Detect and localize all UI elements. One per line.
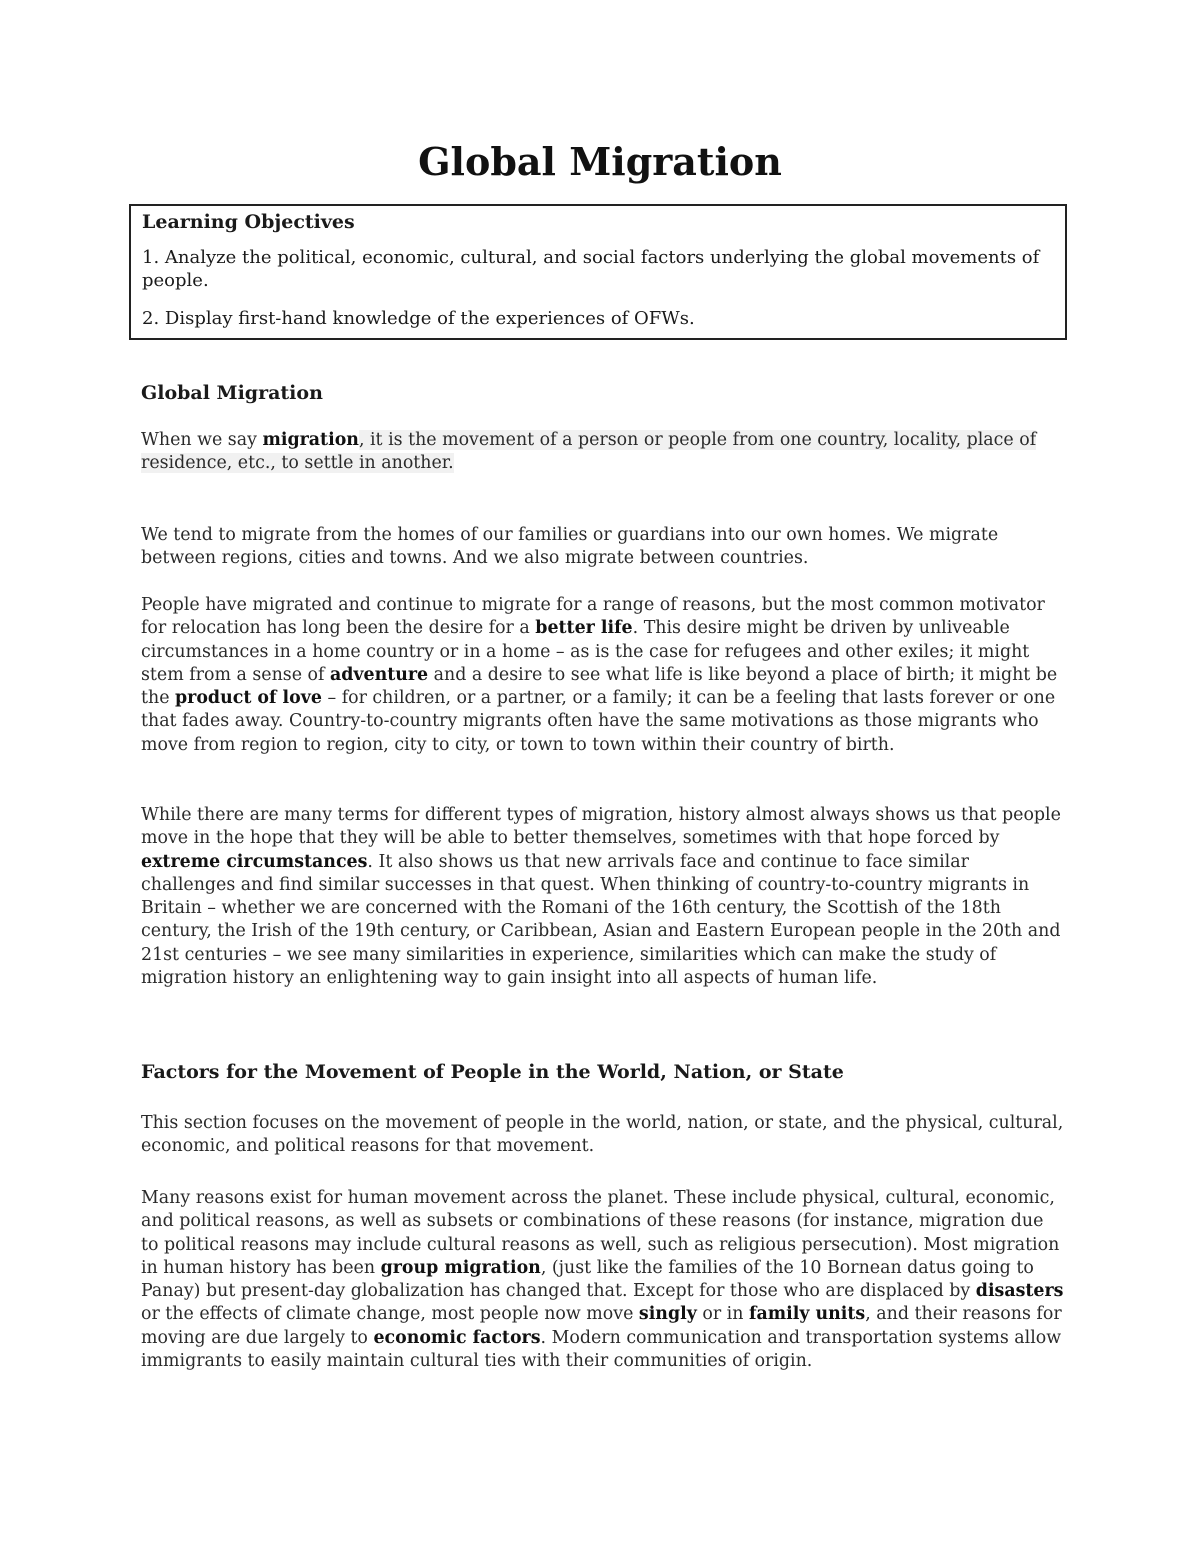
- bold-term: adventure: [329, 664, 429, 685]
- objectives-heading: Learning Objectives: [142, 211, 355, 233]
- text-run: . Modern communication and transportation systems allow immigrants to easily maintain cultural ties with their communities of origin.: [141, 1327, 1062, 1372]
- objective-item: 2. Display first-hand knowledge of the experiences of OFWs.: [142, 308, 695, 329]
- text-run: . It also shows us that new arrivals face and continue to face similar challenges and find similar successes in that quest. When thinking of country-to-country migrants in Britain – whether we are concerned with the Romani of the 16th century, the Scottish of the 18th century, the Irish of the 19th century, or Caribbean, Asian and Eastern European people in the 20th and 21st centuries – we see many similarities in experience, similarities which can make the study of migration history an enlightening way to gain insight into all aspects of human life.: [141, 851, 1061, 989]
- paragraph: This section focuses on the movement of people in the world, nation, or state, and the physical, cultural, economic, and political reasons for that movement.: [141, 1113, 1064, 1157]
- bold-term: better life: [535, 618, 633, 639]
- text-run: and a desire to see what life is like beyond a place of birth; it might be the: [141, 664, 1058, 709]
- bold-term: singly: [638, 1304, 697, 1325]
- definition-paragraph: [141, 429, 1066, 476]
- bold-term: economic factors: [373, 1327, 541, 1348]
- text-run: Many reasons exist for human movement across the planet. These include physical, cultural, economic, and political reasons, as well as subsets or combinations of these reasons (for instance, migration due to political reasons may include cultural reasons as well, such as religious persecution). Most migration in human history has been: [141, 1188, 1060, 1278]
- text-run: While there are many terms for different types of migration, history almost always shows us that people move in the hope that they will be able to better themselves, sometimes with that hope forced by: [141, 805, 1061, 849]
- paragraph: We tend to migrate from the homes of our families or guardians into our own homes. We migrate between regions, cities and towns. And we also migrate between countries.: [141, 525, 999, 569]
- paragraph: [141, 804, 1066, 990]
- section-heading-factors: Factors for the Movement of People in the World, Nation, or State: [141, 1061, 844, 1083]
- learning-objectives-box: [129, 204, 1067, 340]
- text-run: , (just like the families of the 10 Bornean datus going to Panay) but present-day globalization has changed that. Except for those who are displaced by: [141, 1257, 1034, 1302]
- bold-term: group migration: [380, 1257, 541, 1278]
- bold-term: migration: [262, 430, 359, 450]
- paragraph: [141, 594, 1066, 757]
- bold-term: extreme circumstances: [141, 851, 368, 872]
- bold-term: family units: [748, 1304, 866, 1325]
- text-run: or in: [696, 1304, 749, 1325]
- text-run: or the effects of climate change, most people now move: [141, 1304, 639, 1325]
- text-run: . This desire might be driven by unliveable circumstances in a home country or in a home – as is the case for refugees and other exiles; it might stem from a sense of: [141, 618, 1030, 685]
- highlighted-text: , it is the movement of a person or people from one country, locality, place of residence, etc., to settle in another.: [141, 430, 1037, 474]
- text-run: , and their reasons for moving are due largely to: [141, 1304, 1062, 1348]
- page-title: Global Migration: [418, 139, 782, 184]
- text-run: When we say: [141, 430, 263, 450]
- bold-term: disasters: [975, 1281, 1064, 1302]
- objective-item: 1. Analyze the political, economic, cultural, and social factors underlying the global movements of people.: [142, 247, 1040, 291]
- paragraph: [141, 1187, 1066, 1373]
- section-heading-global-migration: Global Migration: [141, 382, 323, 404]
- text-run: People have migrated and continue to migrate for a range of reasons, but the most common motivator for relocation has long been the desire for a: [141, 595, 1045, 639]
- text-run: – for children, or a partner, or a family; it can be a feeling that lasts forever or one that fades away. Country-to-country migrants often have the same motivations as those migrants who move from region to region, city to city, or town to town within their country of birth.: [141, 688, 1056, 755]
- bold-term: product of love: [175, 688, 322, 709]
